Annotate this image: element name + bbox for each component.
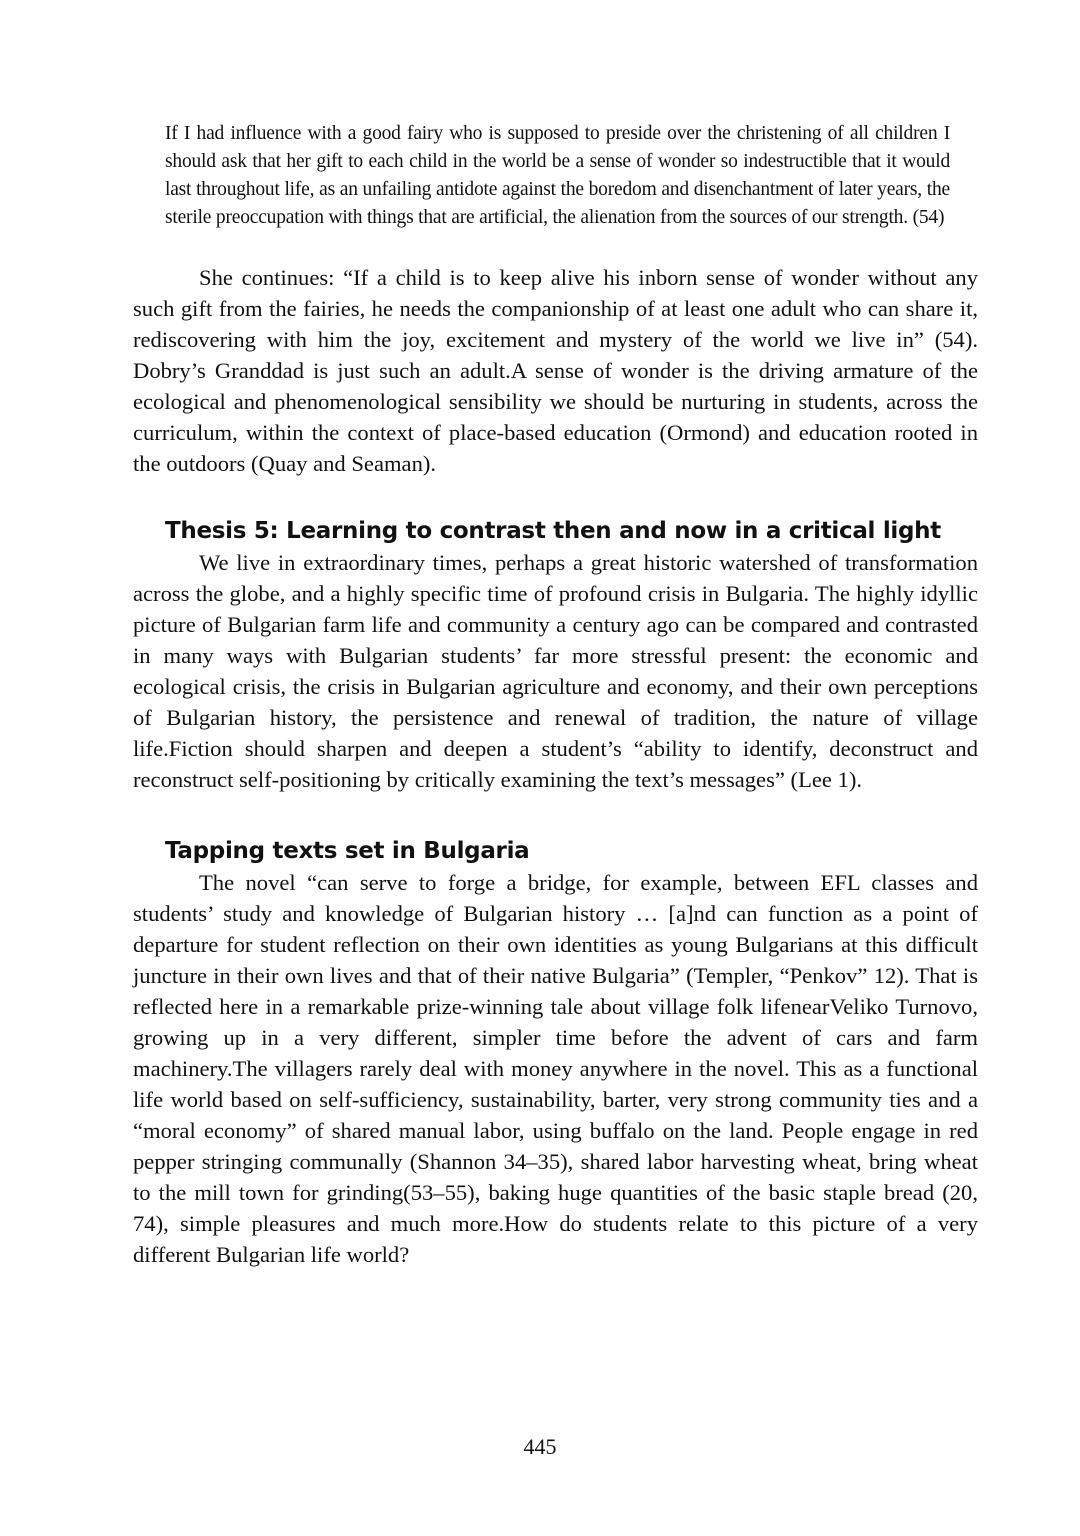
section-heading-thesis-5: Thesis 5: Learning to contrast then and now in a critical light — [165, 518, 941, 544]
paragraph-novel-bridge: The novel “can serve to forge a bridge, for example, between EFL classes and students’ study and knowledge of Bulgarian history … [a]nd can function as a point of departure for student reflection on their own identities as young Bulgarians at this difficult juncture in their own lives and that of their native Bulgaria” (Templer, “Penkov” 12). That is reflected here in a remarkable prize-winning tale about village folk lifenearVeliko Turnovo, growing up in a very different, simpler time before the advent of cars and farm machinery.The villagers rarely deal with money anywhere in the novel. This as a functional life world based on self-sufficiency, sustainability, barter, very strong community ties and a “moral economy” of shared manual labor, using buffalo on the land. People engage in red pepper stringing communally (Shannon 34–35), shared labor harvesting wheat, bring wheat to the mill town for grinding(53–55), baking huge quantities of the basic staple bread (20, 74), simple pleasures and much more.How do students relate to this picture of a very different Bulgarian life world? — [133, 870, 978, 1267]
block-quote: If I had influence with a good fairy who is supposed to preside over the christening of all children I should ask that her gift to each child in the world be a sense of wonder so indestructible that it would last throughout life, as an unfailing antidote against the boredom and disenchantment of later years, the sterile preoccupation with things that are artificial, the alienation from the sources of our strength. (54) — [165, 123, 950, 228]
section-heading-tapping-texts: Tapping texts set in Bulgaria — [165, 838, 530, 864]
paragraph-then-and-now: We live in extraordinary times, perhaps a great historic watershed of transformation across the globe, and a highly specific time of profound crisis in Bulgaria. The highly idyllic picture of Bulgarian farm life and community a century ago can be compared and contrasted in many ways with Bulgarian students’ far more stressful present: the economic and ecological crisis, the crisis in Bulgarian agriculture and economy, and their own perceptions of Bulgarian history, the persistence and renewal of tradition, the nature of village life.Fiction should sharpen and deepen a student’s “ability to identify, deconstruct and reconstruct self-positioning by critically examining the text’s messages” (Lee 1). — [133, 550, 978, 792]
page-number: 445 — [523, 1434, 557, 1459]
paragraph-wonder: She continues: “If a child is to keep alive his inborn sense of wonder without any such gift from the fairies, he needs the companionship of at least one adult who can share it, rediscovering with him the joy, excitement and mystery of the world we live in” (54). Dobry’s Granddad is just such an adult.A sense of wonder is the driving armature of the ecological and phenomenological sensibility we should be nurturing in students, across the curriculum, within the context of place-based education (Ormond) and education rooted in the outdoors (Quay and Seaman). — [133, 265, 978, 476]
page-body — [133, 120, 978, 1270]
